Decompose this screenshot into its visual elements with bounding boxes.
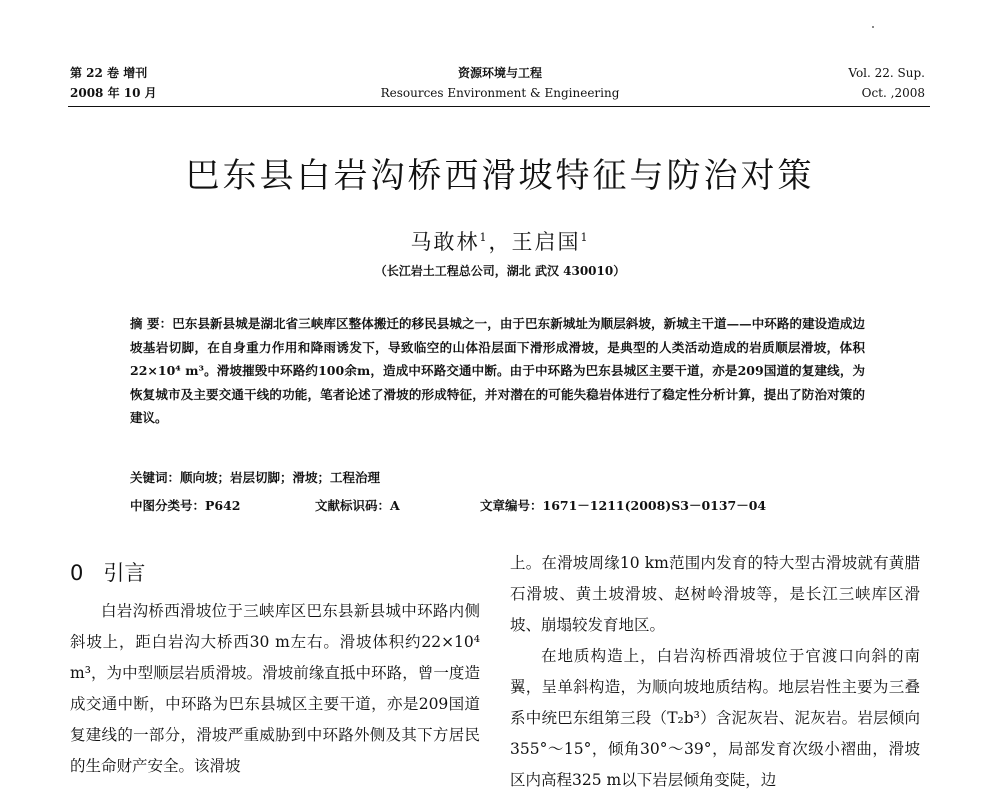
header-date-zh: 2008 年 10 月 (70, 86, 157, 100)
clc-label: 中图分类号： (130, 498, 206, 513)
author-separator: ， (488, 230, 512, 254)
author-2: 王启国 (511, 230, 581, 254)
clc-number (130, 496, 241, 514)
art-label: 文章编号： (480, 498, 543, 513)
journal-name-zh: 资源环境与工程 (457, 66, 542, 80)
section-number: 0 (70, 561, 84, 585)
doc-value: A (390, 498, 400, 513)
section-heading-intro (70, 554, 480, 592)
keywords-text: 顺向坡；岩层切脚；滑坡；工程治理 (180, 470, 381, 485)
header-volume-zh: 第 22 卷 增刊 (70, 66, 148, 80)
keywords (130, 468, 380, 486)
body-column-right (510, 548, 920, 796)
right-paragraph-continued: 上。在滑坡周缘10 km范围内发育的特大型古滑坡就有黄腊石滑坡、黄土坡滑坡、赵树岭滑坡等，是长江三峡库区滑坡、崩塌较发育地区。 (510, 554, 920, 634)
doc-label: 文献标识码： (315, 498, 391, 513)
journal-name-en: Resources Environment & Engineering (380, 86, 620, 100)
right-paragraph-geology: 在地质构造上，白岩沟桥西滑坡位于官渡口向斜的南翼，呈单斜构造，为顺向坡地质结构。地层岩性主要为三叠系中统巴东组第三段（T₂b³）含泥灰岩、泥灰岩。岩层倾向355°～15°，倾角30°～39°，局部发育次级小褶曲，滑坡区内高程325 m以下岩层倾角变陡，边 (510, 647, 920, 789)
document-code (315, 496, 400, 514)
author-line (0, 226, 1000, 256)
abstract-text: 巴东县新县城是湖北省三峡库区整体搬迁的移民县城之一，由于巴东新城址为顺层斜坡，新城主干道——中环路的建设造成边坡基岩切脚，在自身重力作用和降雨诱发下，导致临空的山体沿层面下滑形成滑坡，是典型的人类活动造成的岩质顺层滑坡，体积22×10⁴ m³。滑坡摧毁中环路约100余m，造成中环路交通中断。由于中环路为巴东县城区主要干道，亦是209国道的复建线，为恢复城市及主要交通干线的功能，笔者论述了滑坡的形成特征，并对潜在的可能失稳岩体进行了稳定性分析计算，提出了防治对策的建议。 (130, 316, 865, 425)
affiliation: （长江岩土工程总公司，湖北 武汉 430010） (374, 264, 626, 278)
scan-speck (872, 26, 874, 28)
header-rule (68, 106, 930, 107)
keywords-label: 关键词： (130, 470, 181, 485)
article-number (480, 496, 766, 514)
art-value: 1671－1211(2008)S3－0137－04 (542, 498, 767, 513)
section-title: 引言 (103, 561, 146, 585)
header-date-en: Oct. ,2008 (861, 86, 925, 100)
abstract-label: 摘 要： (130, 316, 173, 331)
abstract (130, 312, 865, 430)
header-volume-en (848, 63, 925, 103)
author-1: 马敢林 (410, 230, 480, 254)
header-vol-en: Vol. 22. Sup. (848, 66, 925, 80)
body-column-left (70, 548, 480, 782)
paper-title: 巴东县白岩沟桥西滑坡特征与防治对策 (185, 156, 815, 196)
author-1-affil-mark: 1 (479, 231, 489, 244)
author-2-affil-mark: 1 (580, 231, 590, 244)
intro-paragraph-1: 白岩沟桥西滑坡位于三峡库区巴东县新县城中环路内侧斜坡上，距白岩沟大桥西30 m左右。滑坡体积约22×10⁴ m³，为中型顺层岩质滑坡。滑坡前缘直抵中环路，曾一度造成交通中断，中环路为巴东县城区主要干道，亦是209国道复建线的一部分，滑坡严重威胁到中环路外侧及其下方居民的生命财产安全。该滑坡 (70, 602, 480, 775)
clc-value: P642 (205, 498, 241, 513)
